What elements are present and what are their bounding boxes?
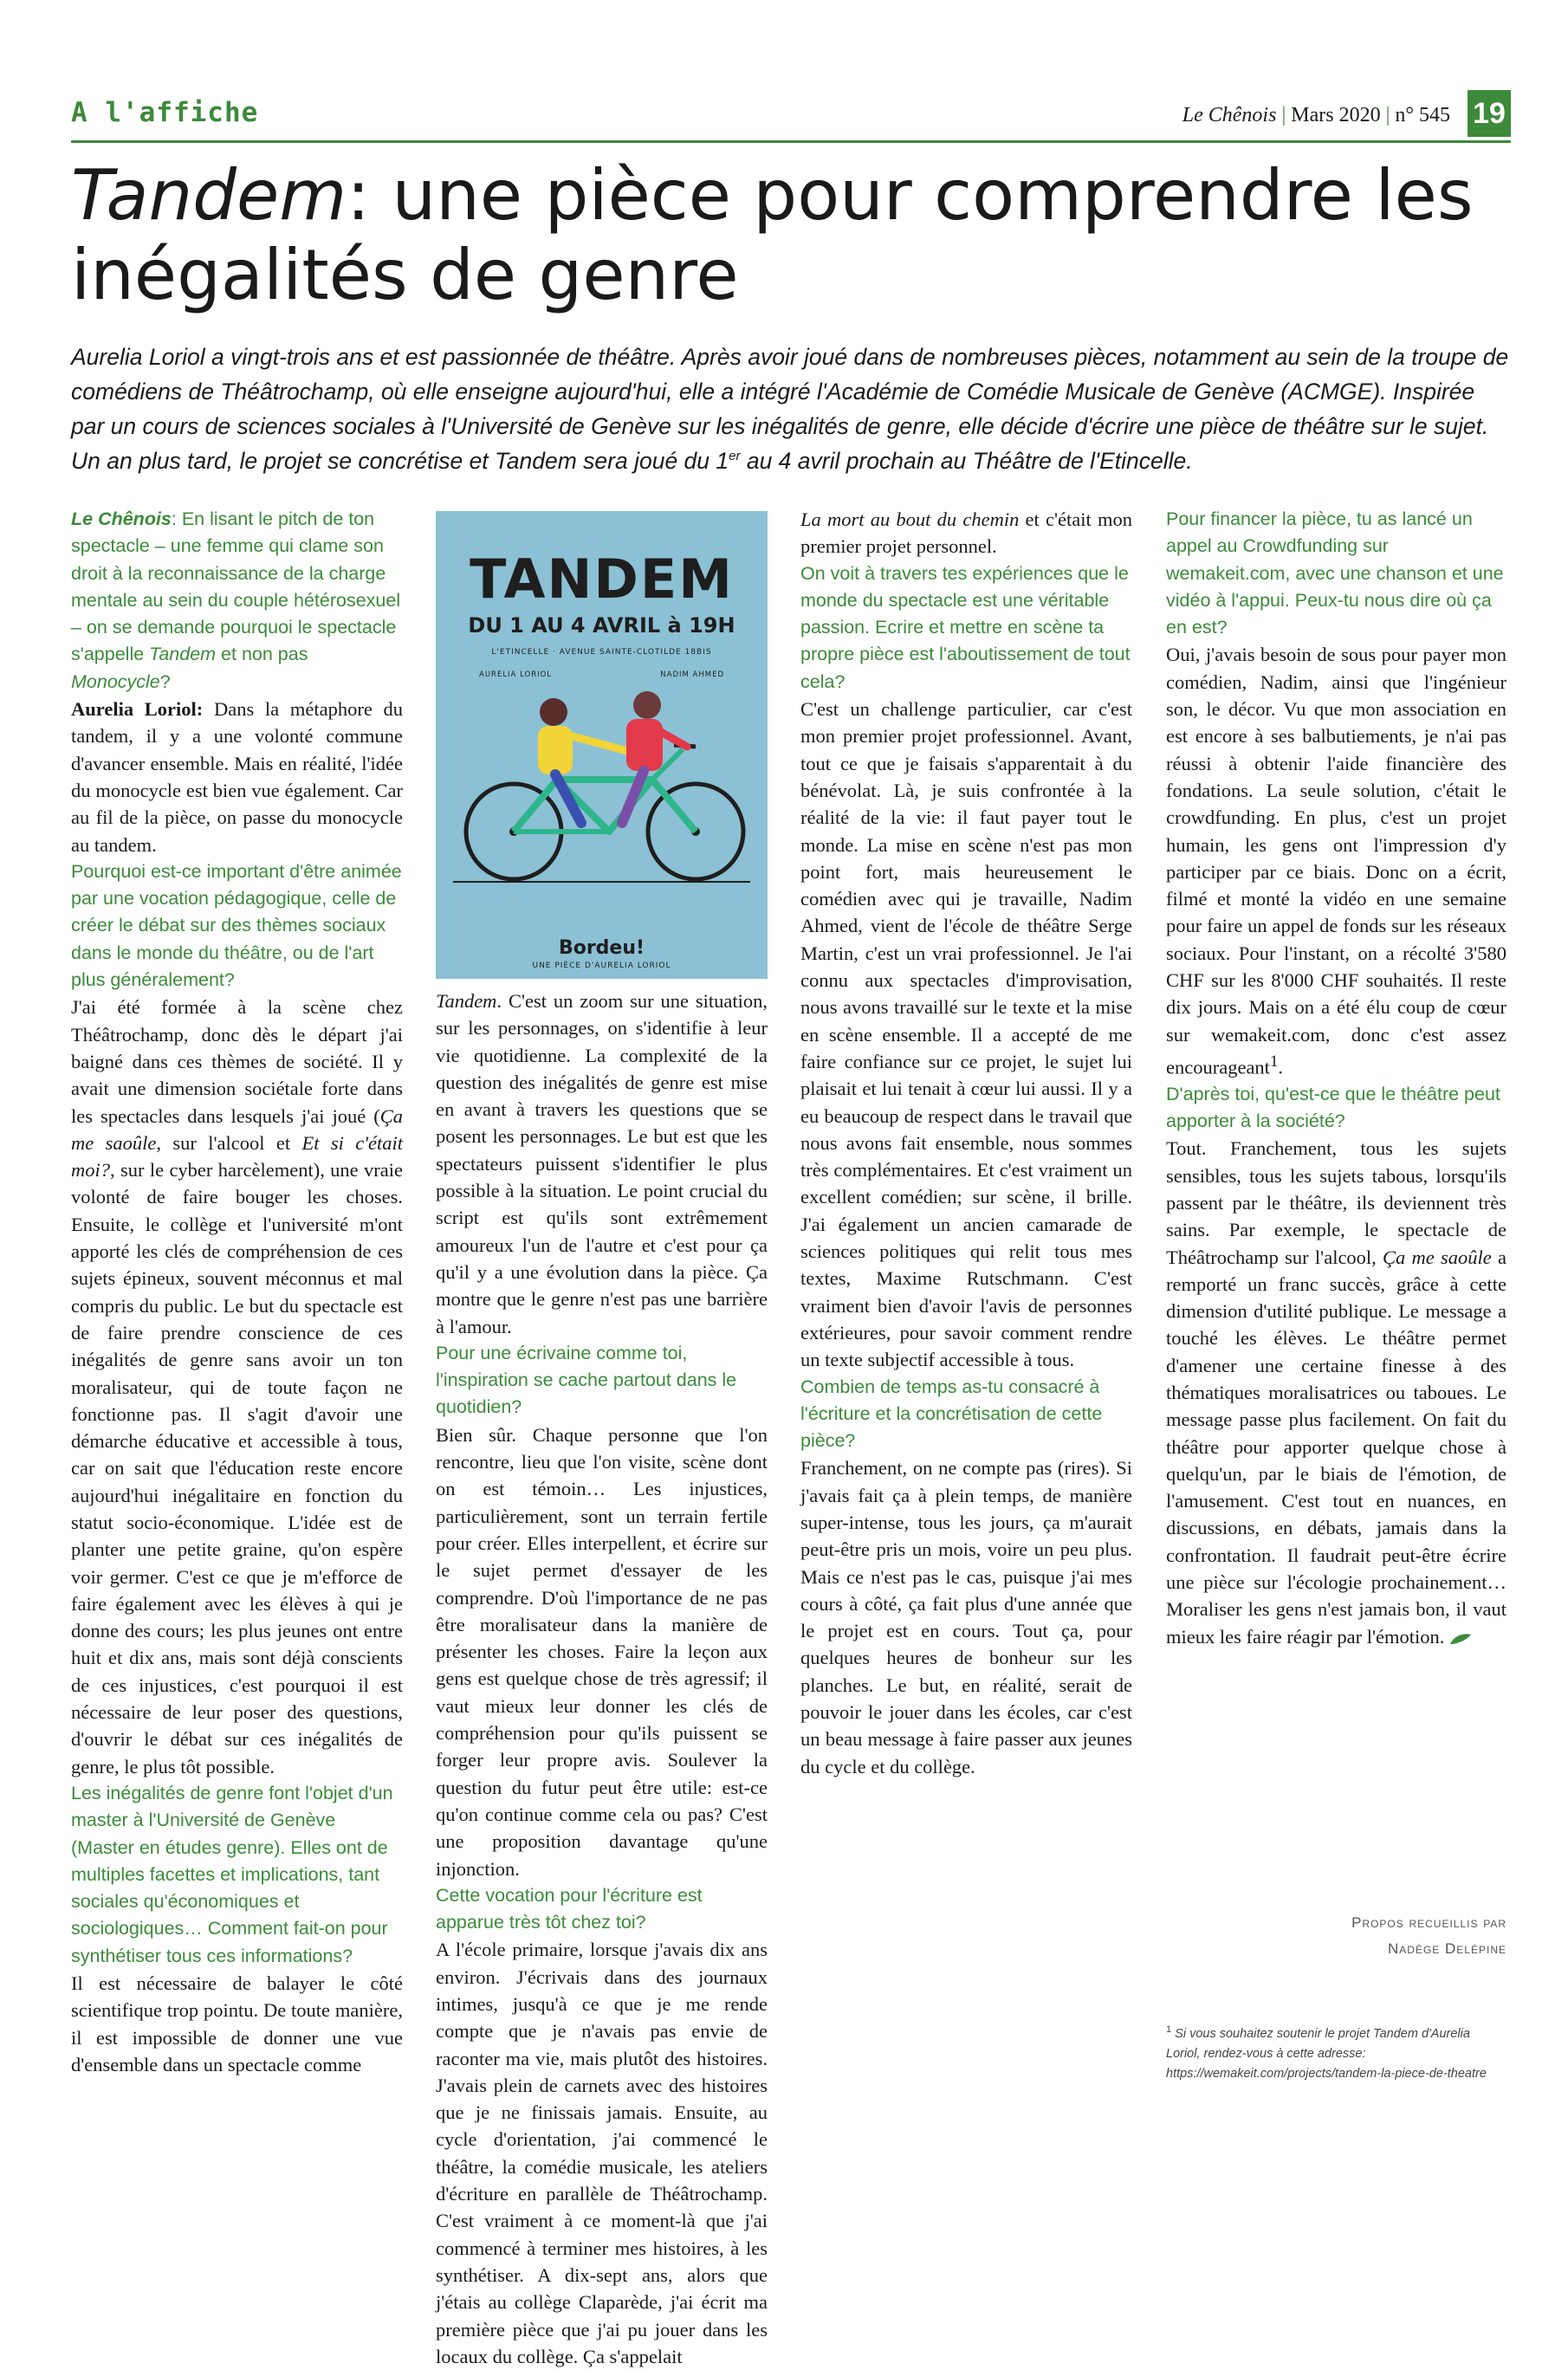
answer: [71, 994, 403, 1780]
answer: [1166, 641, 1506, 1080]
article-credit: [1166, 1910, 1506, 1962]
answer-text: J'ai été formée à la scène chez Théâtrochamp, donc dès le départ j'ai baigné dans ces thèmes de société. Il y avait une dimension sociétale forte dans les spectacles dans lesquels j'ai joué (: [71, 996, 403, 1127]
section-label: A l'affiche: [71, 97, 259, 128]
question: D'après toi, qu'est-ce que le théâtre peut apporter à la société?: [1166, 1083, 1500, 1132]
answer-text: Tout. Franchement, tous les sujets sensibles, tous les sujets tabous, lorsqu'ils passent par le théâtre, ils deviennent très sains. Par exemple, le spectacle de Théâtrochamp sur l'alcool,: [1166, 1137, 1506, 1268]
footnote: [1166, 2020, 1506, 2084]
page-number: 19: [1468, 90, 1511, 137]
tandem-bicycle-illustration: [436, 684, 768, 892]
answer: [800, 506, 1132, 560]
title-rest: : une pièce pour comprendre les inégalités de genre: [71, 155, 1474, 315]
speaker-name: Aurelia Loriol:: [71, 698, 204, 721]
credit-label: Propos recueillis par: [1351, 1914, 1506, 1931]
question: Pour financer la pièce, tu as lancé un appel au Crowdfunding sur wemakeit.com, avec une chanson et une vidéo à l'appui. Peux-tu nous dire où ça en est?: [1166, 508, 1504, 638]
answer-text: a remporté un franc succès, grâce à cette dimension d'utilité publique. Le message a touché les élèves. Le théâtre permet d'amener une certaine finesse à des thématiques moralisatrices ou taboues. Le message passe plus facilement. On fait du théâtre pour apporter quelque chose à quelqu'un, par le biais de l'émotion, de l'amusement. C'est tout en nuances, en discussions, en débats, jamais dans la confrontation. Il faudrait peut-être écrire une pièce sur l'écologie prochainement… Moraliser les gens n'est jamais bon, il vaut mieux les faire réagir par l'émotion.: [1166, 1246, 1506, 1648]
lead-superscript: er: [729, 449, 741, 464]
issue-date: Mars 2020: [1291, 104, 1381, 126]
question-text: et non pas: [216, 644, 308, 665]
poster-title: TANDEM: [470, 547, 734, 611]
question: [71, 506, 403, 696]
answer: [436, 988, 768, 1340]
question: Cette vocation pour l'écriture est apparue très tôt chez toi?: [436, 1884, 703, 1933]
question: Combien de temps as-tu consacré à l'écriture et la concrétisation de cette pièce?: [800, 1376, 1103, 1452]
answer: [436, 1936, 768, 2370]
answer: [71, 1970, 403, 2078]
answer: C'est un challenge particulier, car c'est mon premier projet professionnel. Avant, tout ce que je faisais s'apparentait à du bénévolat. Là, je suis confrontée à la réalité de la vie: il faut payer tout le monde. La mise en scène n'est pas mon point fort, mais heureusement le comédien avec qui je travaille, Nadim Ahmed, vient de l'école de théâtre Serge Martin, c'est un vrai professionnel. Je l'ai connu aux spectacles d'improvisation, nous avons travaillé sur le texte et la mise en scène ensemble. Il a accepté de me faire confiance sur ce projet, le sujet lui plaisait et lui tenait à cœur lui aussi. Il y a eu beaucoup de respect dans le travail que nous avons fait ensemble, nous sommes très complémentaires. Et c'est vraiment un excellent comédien; sur scène, il brille. J'ai également un ancien camarade de sciences politiques qui relit tous mes textes, Maxime Rutschmann. C'est vraiment bien d'avoir l'avis de personnes extérieures, pour savoir comment rendre un texte subjectif accessible à tous.: [800, 698, 1132, 1371]
footnote-text: Si vous souhaitez soutenir le projet Tandem d'Aurelia Loriol, rendez-vous à cette adresse: https://wemakeit.com/projects/tandem-la-piece-de-theatre: [1166, 2026, 1487, 2081]
article-lead: [71, 340, 1511, 478]
lead-text: Aurelia Loriol a vingt-trois ans et est passionnée de théâtre. Après avoir joué dans de nombreuses pièces, notamment au sein de la troupe de comédiens de Théâtrochamp, où elle enseigne aujourd'hui, elle a intégré l'Académie de Comédie Musicale de Genève (ACMGE). Inspirée par un cours de sciences sociales à l'Université de Genève sur les inégalités de genre, elle décide d'écrire une pièce de théâtre sur le sujet. Un an plus tard, le projet se concrétise et Tandem sera joué du 1: [71, 344, 1509, 474]
column-4: [1166, 506, 1506, 1650]
answer-text: , sur le cyber harcèlement), une vraie volonté de faire bouger les choses. Ensuite, le collège et l'université m'ont apporté les clés de compréhension de ces sujets épineux, souvent méconnus et mal compris du public. Le but du spectacle est de faire prendre conscience de ces inégalités de genre sans avoir un ton moralisateur, qui de toute façon ne fonctionne pas. Il s'agit d'avoir une démarche éducative et accessible à tous, car on sait que l'éducation reste encore aujourd'hui inégalitaire en fonction du statut socio-économique. L'idée est de planter une petite graine, qu'on espère voir germer. C'est ce que je m'efforce de faire également avec les élèves à qui je donne des cours; les plus jeunes ont entre huit et dix ans, mais sont déjà conscients de ces injustices, c'est pourquoi il est nécessaire de leur poser des questions, d'ouvrir le débat sur ces inégalités de genre, le plus tôt possible.: [71, 1159, 403, 1778]
title-italic: Tandem: [71, 155, 347, 236]
answer-text: .: [1278, 1056, 1283, 1078]
answer-italic: Et si c'était moi?: [71, 1131, 403, 1182]
show-poster: [436, 511, 768, 979]
poster-dates: DU 1 AU 4 AVRIL à 19H: [468, 613, 735, 638]
answer-italic: La mort au bout du chemin: [800, 508, 1020, 530]
end-leaf-icon: [1449, 1633, 1472, 1645]
answer-text: Oui, j'avais besoin de sous pour payer mon comédien, Nadim, ainsi que l'ingénieur son, le décor. Vu que mon association en est encore à ses balbutiements, je n'ai pas réussi à obtenir l'aide financière des fondations. La seule solution, c'était le crowdfunding. En plus, c'est un projet humain, les gens ont l'impression d'y participer par ce biais. Donc on a écrit, filmé et monté la vidéo en une semaine pour faire un appel de fonds sur les réseaux sociaux. Pour l'instant, on a récolté 3'580 CHF sur les 8'000 CHF souhaités. Il reste dix jours. Mais on a été élu coup de cœur sur wemakeit.com, donc c'est assez encourageant: [1166, 644, 1506, 1078]
page-header: [71, 97, 1511, 143]
question: Les inégalités de genre font l'objet d'un master à l'Université de Genève (Master en études genre). Elles ont de multiples facettes et implications, tant sociales qu'économiques et sociologiques… Comment fait-on pour synthétiser tous ces informations?: [71, 1782, 393, 1966]
answer-text: et c'était mon premier projet personnel.: [800, 508, 1132, 558]
author-name: Nadège Delépine: [1388, 1940, 1506, 1957]
answer-italic: Ça me saoûle: [71, 1104, 403, 1154]
speaker-name: Le Chênois: [71, 508, 172, 529]
poster-actor-name: AURELIA LORIOL: [479, 670, 553, 679]
question-italic: Tandem: [149, 644, 217, 665]
answer-text: Dans la métaphore du tandem, il y a une volonté commune d'avancer ensemble. Mais en réalité, l'idée du monocycle est bien vue également. Car au fil de la pièce, on passe du monocycle au tandem.: [71, 698, 404, 856]
answer: [71, 696, 403, 858]
issue-number: n° 545: [1395, 104, 1450, 126]
separator: |: [1281, 104, 1286, 126]
question: Pour une écrivaine comme toi, l'inspiration se cache partout dans le quotidien?: [436, 1342, 737, 1418]
answer: Franchement, on ne compte pas (rires). Si j'avais fait ça à plein temps, de manière super-intense, tous les jours, ça m'aurait peut-être pris un mois, voire un peu plus. Mais ce n'est pas le cas, puisque j'ai mes cours à côté, ça fait plus d'une année que le projet est en cours. Tout ça, pour quelques heures de bonheur sur les planches. Le but, en réalité, serait de pouvoir le jouer dans les écoles, car c'est un beau message à faire passer aux jeunes du cycle et du collège.: [800, 1457, 1132, 1778]
poster-subtitle: UNE PIÈCE D'AURELIA LORIOL: [532, 962, 671, 970]
column-2: [436, 988, 768, 2370]
separator: |: [1385, 104, 1390, 126]
column-3: [800, 506, 1132, 1780]
poster-logo: Bordeu!: [558, 937, 645, 959]
publication-info: [1182, 104, 1450, 127]
publication-name: Le Chênois: [1182, 104, 1277, 126]
column-1: [71, 506, 403, 2078]
footnote-ref: 1: [1269, 1052, 1279, 1071]
question: On voit à travers tes expériences que le monde du spectacle est une véritable passion. Ecrire et mettre en scène ta propre pièce est l'aboutissement de tout cela?: [800, 562, 1131, 692]
question-italic: Monocycle: [71, 670, 160, 692]
answer-text: A l'école primaire, lorsque j'avais dix ans environ. J'écrivais dans des journaux intimes, jusqu'à ce que je me rende compte que je n'avais pas envie de raconter ma vie, mais plutôt des histoires. J'avais plein de carnets avec des histoires que je ne finissais jamais. Ensuite, au cycle d'orientation, j'ai commencé le théâtre, la comédie musicale, les ateliers d'écriture en parallèle de Théâtrochamp. C'est vraiment à ce moment-là que j'ai commencé à terminer mes histoires, à les synthétiser. A dix-sept ans, alors que j'étais au collège Claparède, j'ai écrit ma première pièce que j'ai pu jouer dans les locaux du collège. Ça s'appelait: [436, 1939, 768, 2367]
article-title: [71, 156, 1509, 315]
poster-venue: L'ETINCELLE · AVENUE SAINTE-CLOTILDE 18BIS: [491, 648, 712, 657]
question: Pourquoi est-ce important d'être animée par une vocation pédagogique, celle de créer le débat sur des thèmes sociaux dans le monde du théâtre, ou de l'art plus généralement?: [71, 860, 402, 991]
answer-text: Il est nécessaire de balayer le côté scientifique trop pointu. De toute manière, il est impossible de donner une vue d'ensemble dans un spectacle comme: [71, 1972, 403, 2075]
answer: [1166, 1135, 1506, 1650]
answer-text: . C'est un zoom sur une situation, sur les personnages, on s'identifie à leur vie quotidienne. La complexité de la question des inégalités de genre est mise en avant à travers les questions que se posent les personnages. Le but est que les spectateurs puissent s'identifier le plus possible à la situation. Le point crucial du script est qu'ils sont extrêmement amoureux l'un de l'autre et c'est pour ça qu'il y a une évolution dans la pièce. Ça montre que le genre n'est pas une barrière à l'amour.: [436, 990, 768, 1337]
answer: Bien sûr. Chaque personne que l'on rencontre, lieu que l'on visite, scène dont on est témoin… Les injustices, particulièrement, sont un terrain fertile pour créer. Elles interpellent, et écrire sur le sujet permet d'essayer de les comprendre. D'où l'importance de ne pas être moralisateur dans la manière de présenter les choses. Faire la leçon aux gens est quelque chose de très agressif; il vaut mieux leur donner les clés de compréhension pour qu'ils puissent se forger leur propre avis. Soulever la question du futur peut être utile: est-ce qu'on continue comme cela ou pas? C'est une proposition davantage qu'une injonction.: [436, 1423, 768, 1880]
question-text: : En lisant le pitch de ton spectacle – une femme qui clame son droit à la reconnaissance de la charge mentale au sein du couple hétérosexuel – on se demande pourquoi le spectacle s'appelle: [71, 508, 401, 665]
answer-text: , sur l'alcool et: [156, 1131, 302, 1154]
footnote-number: 1: [1166, 2024, 1172, 2035]
lead-text-end: au 4 avril prochain au Théâtre de l'Etincelle.: [740, 448, 1193, 474]
answer-italic: Ça me saoûle: [1383, 1246, 1492, 1268]
question-text: ?: [159, 670, 171, 692]
poster-actor-name: NADIM AHMED: [660, 670, 724, 679]
answer-italic: Tandem: [436, 990, 497, 1012]
